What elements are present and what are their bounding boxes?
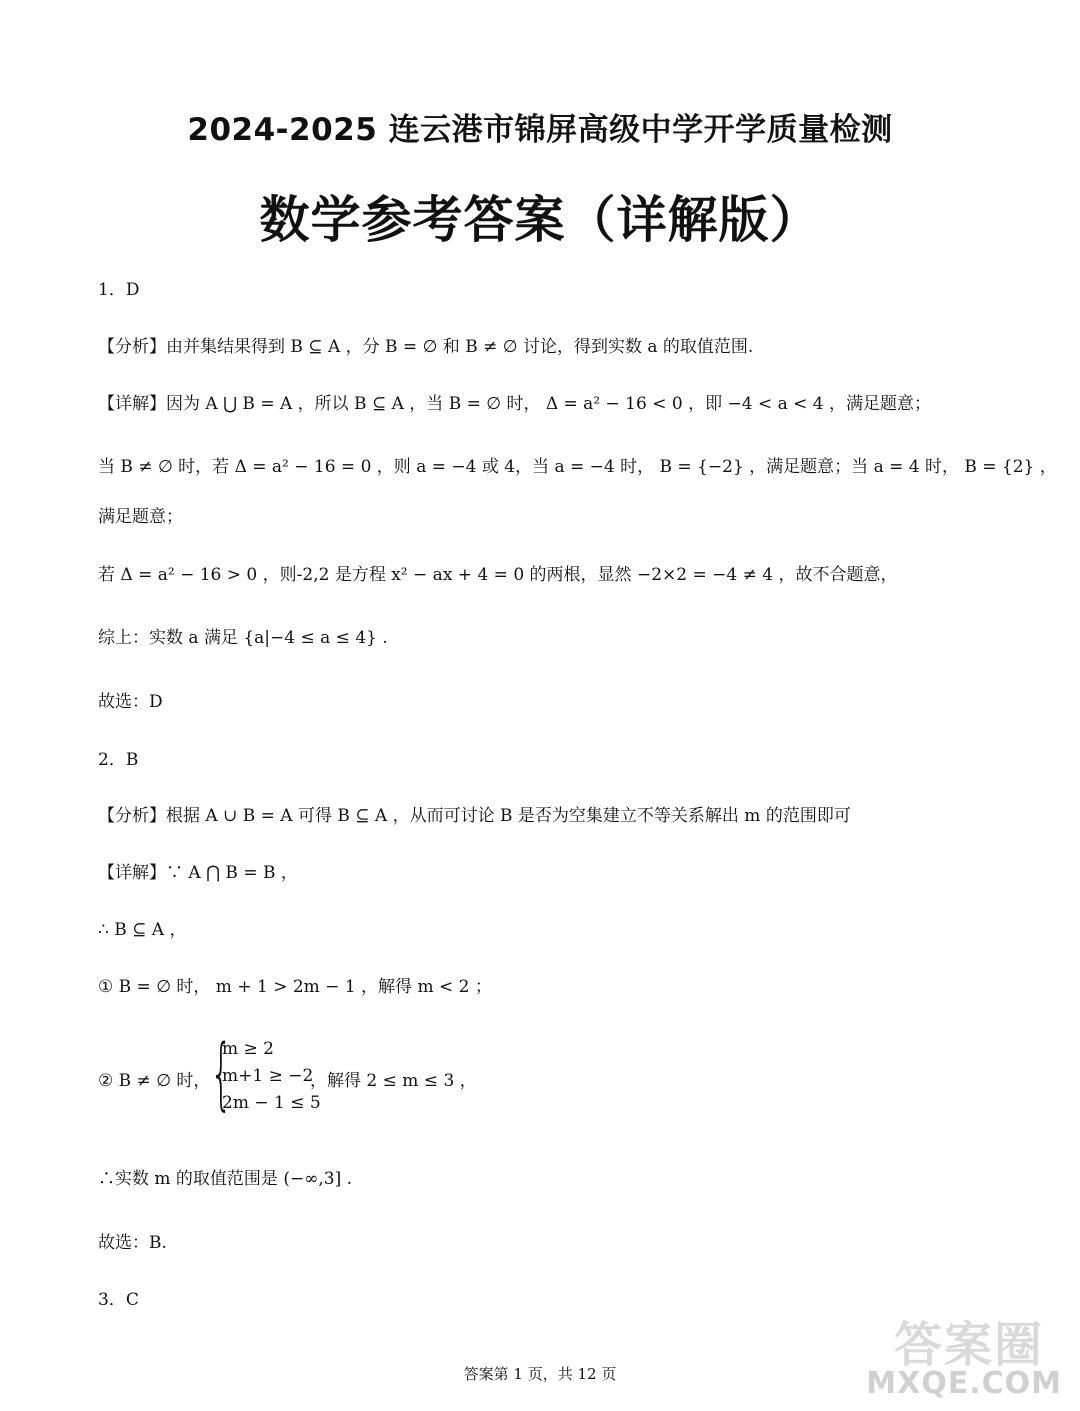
q3-answer: 3．C xyxy=(98,1290,139,1310)
q2-case-2-lead: ② B ≠ ∅ 时， xyxy=(98,1071,211,1091)
q2-choice: 故选：B. xyxy=(98,1233,167,1253)
q2-answer: 2．B xyxy=(98,750,139,770)
inequality-system xyxy=(222,1036,321,1117)
q2-range: ∴实数 m 的取值范围是 (−∞,3] . xyxy=(98,1169,353,1189)
q1-case-2a: 当 B ≠ ∅ 时，若 Δ = a² − 16 = 0 ，则 a = −4 或 4，当 a = −4 时， B = {−2} ，满足题意；当 a = 4 时， B = {2} ， xyxy=(98,457,1057,477)
q1-choice: 故选：D xyxy=(98,692,163,712)
q2-therefore: ∴ B ⊆ A ， xyxy=(98,920,187,940)
q1-analysis: 【分析】由并集结果得到 B ⊆ A ，分 B = ∅ 和 B ≠ ∅ 讨论，得到实数 a 的取值范围. xyxy=(98,337,754,357)
q2-analysis: 【分析】根据 A ∪ B = A 可得 B ⊆ A ，从而可讨论 B 是否为空集建立不等关系解出 m 的范围即可 xyxy=(98,806,851,826)
watermark-url: MXQE.COM xyxy=(866,1366,1062,1401)
page-footer: 答案第 1 页，共 12 页 xyxy=(463,1365,617,1383)
document-subtitle: 数学参考答案（详解版） xyxy=(259,190,821,249)
inequality-row: m ≥ 2 xyxy=(222,1039,274,1059)
document-title: 2024-2025 连云港市锦屏高级中学开学质量检测 xyxy=(187,112,893,148)
q1-summary: 综上：实数 a 满足 {a|−4 ≤ a ≤ 4} . xyxy=(98,628,388,648)
inequality-row: m+1 ≥ −2 xyxy=(222,1066,314,1086)
q1-answer: 1．D xyxy=(98,280,140,300)
q2-case-2-tail: ，解得 2 ≤ m ≤ 3 ， xyxy=(310,1071,477,1091)
q2-case-2-system xyxy=(98,1029,798,1120)
q1-case-3: 若 Δ = a² − 16 > 0 ，则-2,2 是方程 x² − ax + 4 = 0 的两根，显然 −2×2 = −4 ≠ 4 ，故不合题意， xyxy=(98,565,898,585)
inequality-row: 2m − 1 ≤ 5 xyxy=(222,1093,321,1113)
q2-detail: 【详解】∵ A ⋂ B = B ， xyxy=(98,863,298,883)
watermark-logo: 答案圈 xyxy=(893,1317,1044,1373)
left-brace-icon: { xyxy=(210,1029,233,1119)
q1-detail: 【详解】因为 A ⋃ B = A ，所以 B ⊆ A ，当 B = ∅ 时， Δ = a² − 16 < 0 ，即 −4 < a < 4 ，满足题意； xyxy=(98,394,932,414)
watermark xyxy=(866,1306,1064,1401)
q1-case-2b: 满足题意； xyxy=(98,507,183,527)
q2-case-1: ① B = ∅ 时， m + 1 > 2m − 1 ，解得 m < 2 ； xyxy=(98,977,492,997)
